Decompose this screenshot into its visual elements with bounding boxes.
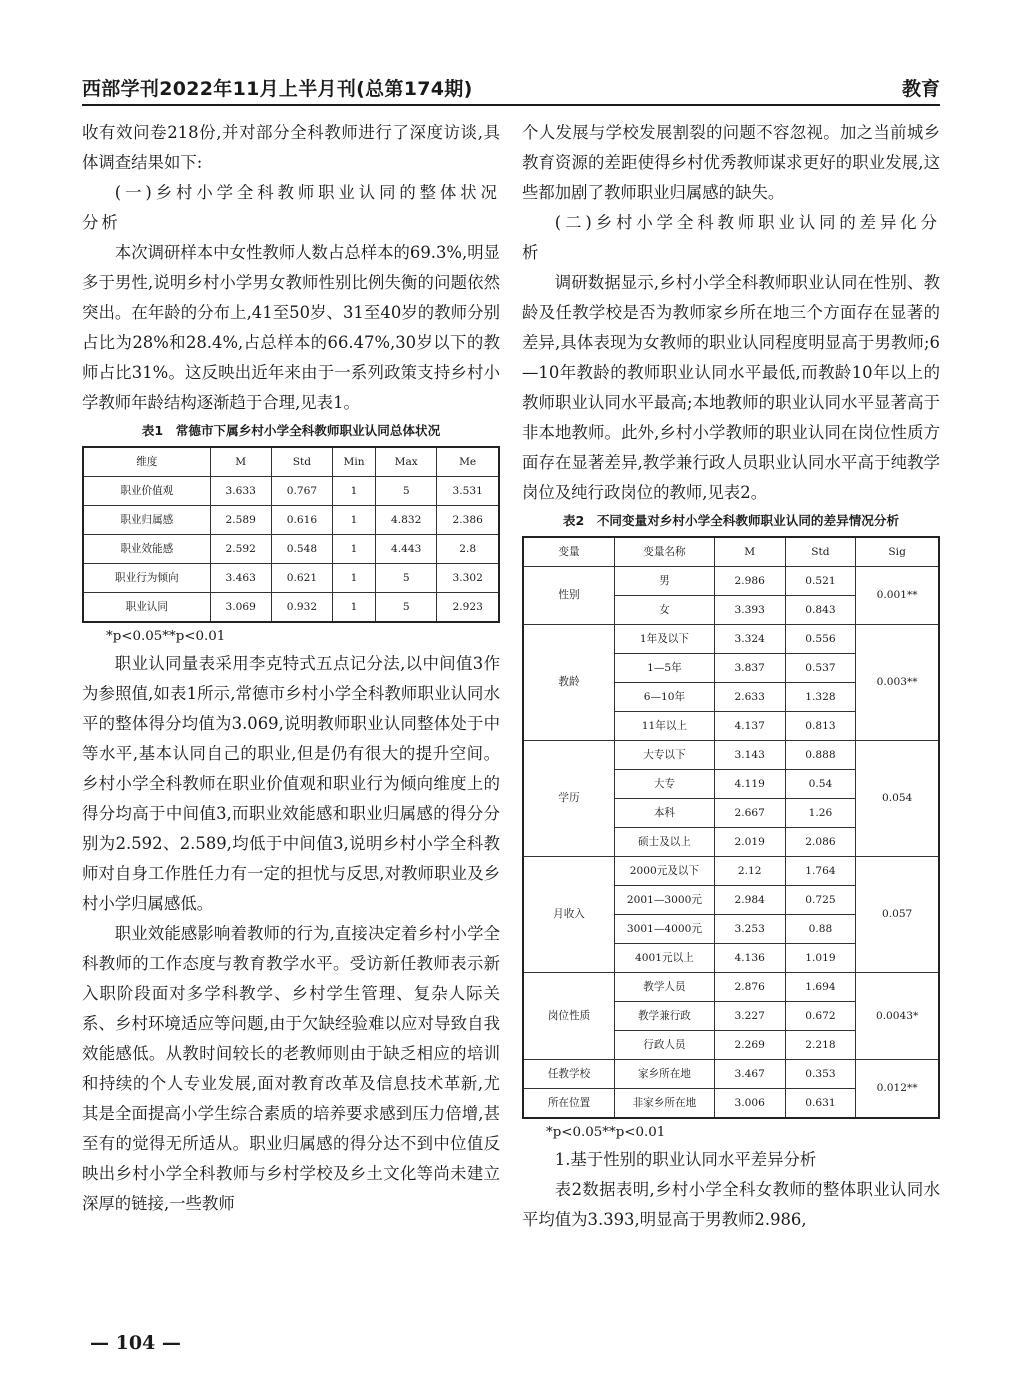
table-cell: 职业效能感: [83, 535, 210, 564]
table-cell: 2.923: [437, 593, 499, 623]
header-cell: M: [210, 447, 271, 477]
table-cell: 2.218: [785, 1031, 856, 1060]
table-cell: 2.086: [785, 828, 856, 857]
table-row: [83, 564, 499, 593]
table-cell: 2.592: [210, 535, 271, 564]
table-cell: 3.467: [714, 1060, 785, 1089]
table-cell: 4.137: [714, 712, 785, 741]
table-cell: 2.8: [437, 535, 499, 564]
table-cell: 1.26: [785, 799, 856, 828]
table-cell: 教学人员: [615, 973, 715, 1002]
sig-cell: 0.012**: [856, 1060, 939, 1119]
table-cell: 1.019: [785, 944, 856, 973]
section-heading: (一)乡村小学全科教师职业认同的整体状况分析: [82, 183, 500, 232]
header-cell: Me: [437, 447, 499, 477]
table-row: [523, 973, 939, 1002]
table-cell: 2.12: [714, 857, 785, 886]
table-cell: 1: [333, 506, 376, 535]
table-cell: 家乡所在地: [615, 1060, 715, 1089]
table-cell: 5: [376, 564, 437, 593]
table-cell: 大专以下: [615, 741, 715, 770]
sig-cell: 0.0043*: [856, 973, 939, 1060]
table-2: [522, 536, 940, 1119]
table-cell: 1.328: [785, 683, 856, 712]
table-row: [523, 625, 939, 654]
variable-cell: 任教学校: [523, 1060, 615, 1089]
table-cell: 3.006: [714, 1089, 785, 1119]
table-cell: 3.633: [210, 477, 271, 506]
table-cell: 3.253: [714, 915, 785, 944]
table-cell: 1—5年: [615, 654, 715, 683]
table-cell: 大专: [615, 770, 715, 799]
table-cell: 2001—3000元: [615, 886, 715, 915]
subsection-heading: 1.基于性别的职业认同水平差异分析: [554, 1150, 817, 1169]
table-cell: 职业行为倾向: [83, 564, 210, 593]
table-cell: 非家乡所在地: [615, 1089, 715, 1119]
table-header-row: [83, 447, 499, 477]
table-cell: 3.069: [210, 593, 271, 623]
table-cell: 0.616: [271, 506, 332, 535]
variable-cell: 月收入: [523, 857, 615, 973]
variable-cell: 性别: [523, 567, 615, 625]
variable-cell: 学历: [523, 741, 615, 857]
table-cell: 5: [376, 593, 437, 623]
table-cell: 职业价值观: [83, 477, 210, 506]
table-cell: 0.537: [785, 654, 856, 683]
table-header-row: [523, 537, 939, 567]
table-cell: 0.813: [785, 712, 856, 741]
header-cell: Max: [376, 447, 437, 477]
table-cell: 硕士及以上: [615, 828, 715, 857]
header-cell: 维度: [83, 447, 210, 477]
table-1: [82, 446, 500, 623]
table-cell: 0.888: [785, 741, 856, 770]
table-cell: 0.88: [785, 915, 856, 944]
table-cell: 职业认同: [83, 593, 210, 623]
table-cell: 0.556: [785, 625, 856, 654]
table-row: [83, 477, 499, 506]
header-cell: Std: [271, 447, 332, 477]
table-cell: 2.984: [714, 886, 785, 915]
sig-cell: 0.057: [856, 857, 939, 973]
sig-cell: 0.003**: [856, 625, 939, 741]
journal-title: 西部学刊2022年11月上半月刊(总第174期): [82, 78, 473, 100]
table-note: *p<0.05**p<0.01: [106, 629, 226, 644]
table-cell: 4.136: [714, 944, 785, 973]
table-cell: 0.621: [271, 564, 332, 593]
paragraph: 收有效问卷218份,并对部分全科教师进行了深度访谈,具体调查结果如下:: [82, 123, 500, 172]
table-cell: 1.764: [785, 857, 856, 886]
paragraph: 个人发展与学校发展割裂的问题不容忽视。加之当前城乡教育资源的差距使得乡村优秀教师谋求更好的职业发展,这些都加剧了教师职业归属感的缺失。: [522, 123, 940, 202]
table-cell: 0.672: [785, 1002, 856, 1031]
table-cell: 0.54: [785, 770, 856, 799]
table-cell: 3.324: [714, 625, 785, 654]
table-cell: 本科: [615, 799, 715, 828]
table-cell: 2.986: [714, 567, 785, 596]
table-cell: 0.725: [785, 886, 856, 915]
paragraph: 职业效能感影响着教师的行为,直接决定着乡村小学全科教师的工作态度与教育教学水平。受访新任教师表示新入职阶段面对多学科教学、乡村学生管理、复杂人际关系、乡村环境适应等问题,由于欠缺经验难以应对导致自我效能感低。从教时间较长的老教师则由于缺乏相应的培训和持续的个人专业发展,面对教育改革及信息技术革新,尤其是全面提高小学生综合素质的培养要求感到压力倍增,甚至有的觉得无所适从。职业归属感的得分达不到中位值反映出乡村小学全科教师与乡村学校及乡土文化等尚未建立深厚的链接,一些教师: [82, 924, 500, 1213]
table-cell: 2.019: [714, 828, 785, 857]
table-note: *p<0.05**p<0.01: [546, 1125, 666, 1140]
table-cell: 1: [333, 535, 376, 564]
table-cell: 行政人员: [615, 1031, 715, 1060]
table-row: [523, 741, 939, 770]
table-cell: 5: [376, 477, 437, 506]
table-row: [523, 567, 939, 596]
header-cell: Std: [785, 537, 856, 567]
table-cell: 0.843: [785, 596, 856, 625]
table-cell: 职业归属感: [83, 506, 210, 535]
table-cell: 3001—4000元: [615, 915, 715, 944]
running-header: [82, 70, 940, 106]
table-cell: 男: [615, 567, 715, 596]
table-cell: 4.119: [714, 770, 785, 799]
paragraph: 表2数据表明,乡村小学全科女教师的整体职业认同水平均值为3.393,明显高于男教师2.986,: [522, 1180, 940, 1229]
table-cell: 2.589: [210, 506, 271, 535]
section-label: 教育: [901, 78, 940, 100]
table-cell: 0.767: [271, 477, 332, 506]
table-cell: 4001元以上: [615, 944, 715, 973]
left-column: [82, 118, 500, 1219]
table-cell: 2.633: [714, 683, 785, 712]
table-cell: 1: [333, 593, 376, 623]
header-cell: 变量: [523, 537, 615, 567]
table-cell: 0.548: [271, 535, 332, 564]
table-cell: 6—10年: [615, 683, 715, 712]
header-cell: Sig: [856, 537, 939, 567]
variable-cell: 教龄: [523, 625, 615, 741]
sig-cell: 0.001**: [856, 567, 939, 625]
sig-cell: 0.054: [856, 741, 939, 857]
table-cell: 女: [615, 596, 715, 625]
header-rule: [82, 104, 940, 106]
table-cell: 3.393: [714, 596, 785, 625]
table-cell: 3.227: [714, 1002, 785, 1031]
table-cell: 2000元及以下: [615, 857, 715, 886]
table-cell: 2.269: [714, 1031, 785, 1060]
header-cell: M: [714, 537, 785, 567]
table-cell: 3.302: [437, 564, 499, 593]
table-cell: 2.386: [437, 506, 499, 535]
table-caption: 表2 不同变量对乡村小学全科教师职业认同的差异情况分析: [562, 513, 900, 528]
table-cell: 3.143: [714, 741, 785, 770]
table-cell: 3.837: [714, 654, 785, 683]
paragraph: 职业认同量表采用李克特式五点记分法,以中间值3作为参照值,如表1所示,常德市乡村小学全科教师职业认同水平的整体得分均值为3.069,说明教师职业认同整体处于中等水平,基本认同自己的职业,但是仍有很大的提升空间。乡村小学全科教师在职业价值观和职业行为倾向维度上的得分均高于中间值3,而职业效能感和职业归属感的得分分别为2.592、2.589,均低于中间值3,说明乡村小学全科教师对自身工作胜任力有一定的担忧与反思,对教师职业及乡村小学归属感低。: [82, 654, 500, 913]
table-row: [523, 1060, 939, 1089]
table-cell: 1: [333, 564, 376, 593]
table-cell: 1: [333, 477, 376, 506]
section-heading: (二)乡村小学全科教师职业认同的差异化分析: [522, 213, 940, 262]
header-cell: 变量名称: [615, 537, 715, 567]
table-row: [83, 535, 499, 564]
table-cell: 2.876: [714, 973, 785, 1002]
table-cell: 0.353: [785, 1060, 856, 1089]
table-cell: 0.521: [785, 567, 856, 596]
table-cell: 0.631: [785, 1089, 856, 1119]
table-row: [83, 593, 499, 623]
table-cell: 3.531: [437, 477, 499, 506]
right-column: [522, 118, 940, 1235]
header-cell: Min: [333, 447, 376, 477]
table-cell: 11年以上: [615, 712, 715, 741]
table-cell: 3.463: [210, 564, 271, 593]
table-cell: 4.443: [376, 535, 437, 564]
table-caption: 表1 常德市下属乡村小学全科教师职业认同总体状况: [141, 423, 441, 438]
table-row: [523, 857, 939, 886]
page-number: — 104 —: [90, 1332, 181, 1354]
paragraph: 本次调研样本中女性教师人数占总样本的69.3%,明显多于男性,说明乡村小学男女教师性别比例失衡的问题依然突出。在年龄的分布上,41至50岁、31至40岁的教师分别占比为28%和28.4%,占总样本的66.47%,30岁以下的教师占比31%。这反映出近年来由于一系列政策支持乡村小学教师年龄结构逐渐趋于合理,见表1。: [82, 243, 500, 412]
table-row: [83, 506, 499, 535]
paragraph: 调研数据显示,乡村小学全科教师职业认同在性别、教龄及任教学校是否为教师家乡所在地三个方面存在显著的差异,具体表现为女教师的职业认同程度明显高于男教师;6—10年教龄的教师职业认同水平最低,而教龄10年以上的教师职业认同水平最高;本地教师的职业认同水平显著高于非本地教师。此外,乡村小学教师的职业认同在岗位性质方面存在显著差异,教学兼行政人员职业认同水平高于纯教学岗位及纯行政岗位的教师,见表2。: [522, 273, 940, 502]
table-cell: 教学兼行政: [615, 1002, 715, 1031]
table-cell: 0.932: [271, 593, 332, 623]
table-cell: 1年及以下: [615, 625, 715, 654]
table-cell: 2.667: [714, 799, 785, 828]
table-cell: 1.694: [785, 973, 856, 1002]
variable-cell: 岗位性质: [523, 973, 615, 1060]
variable-cell: 所在位置: [523, 1089, 615, 1119]
table-cell: 4.832: [376, 506, 437, 535]
